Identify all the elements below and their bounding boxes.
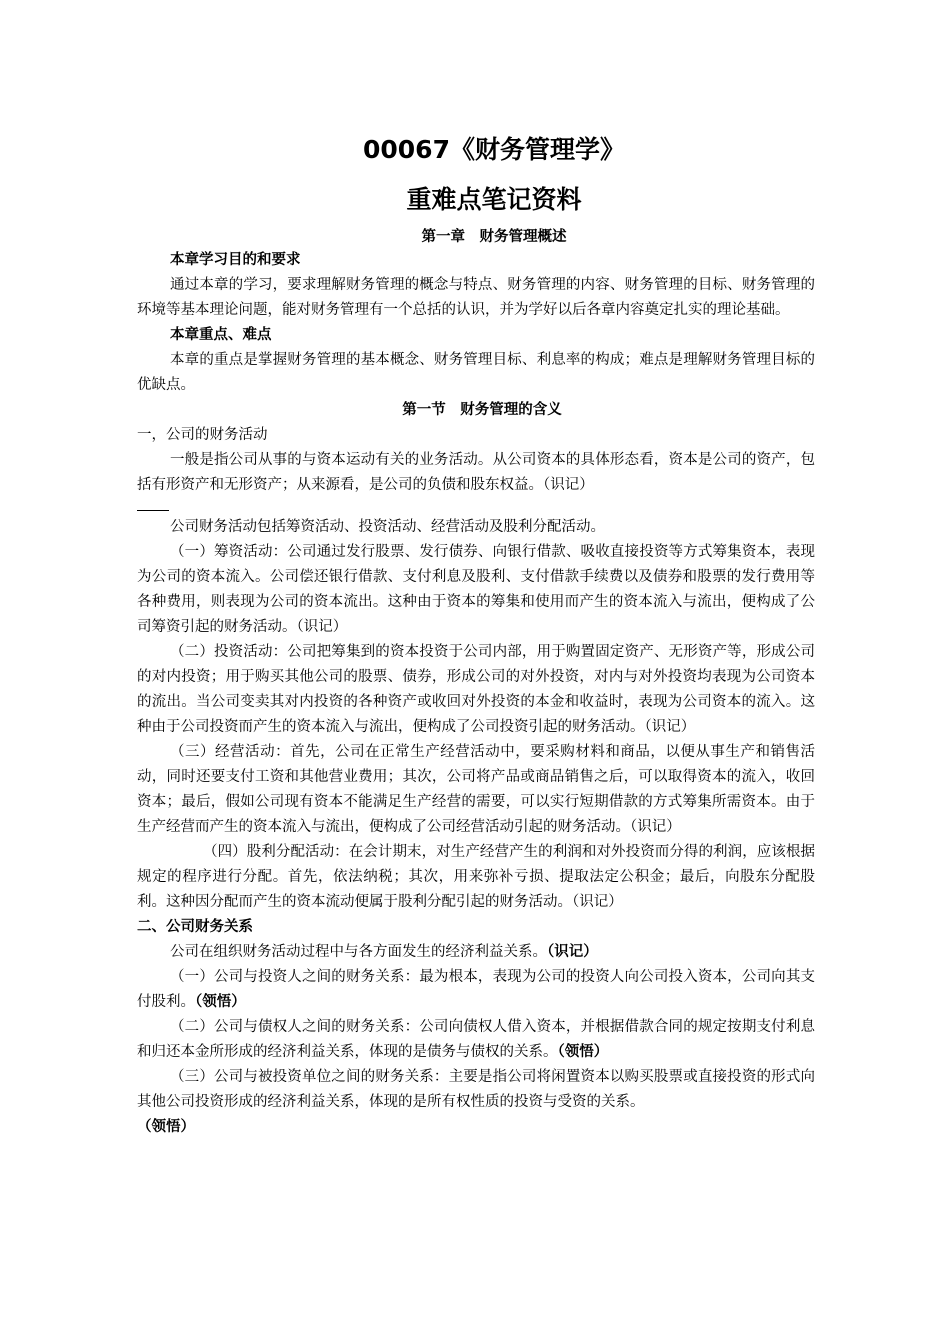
keypoints-heading: 本章重点、难点 [170,327,272,343]
activities-intro: 公司财务活动包括筹资活动、投资活动、经营活动及股利分配活动。 [170,519,605,535]
footnote-rule [137,510,169,511]
relation-investor [137,965,815,1015]
activity-dividend: （四）股利分配活动：在会计期末，对生产经营产生的利润和对外投资而分得的利润，应该根据规定的程序进行分配。首先，依法纳税；其次，用来弥补亏损、提取法定公积金；最后，向股东分配股利。这种因分配而产生的资本流动便属于股利分配引起的财务活动。（识记） [137,844,815,910]
relation-creditor-text: （二）公司与债权人之间的财务关系：公司向债权人借入资本，并根据借款合同的规定按期支付利息和归还本金所形成的经济利益关系，体现的是债务与债权的关系。 [137,1019,815,1060]
document-subtitle: 重难点笔记资料 [406,185,582,214]
relation-investee [137,1065,815,1140]
activity-financing: （一）筹资活动：公司通过发行股票、发行债券、向银行借款、吸收直接投资等方式筹集资本，表现为公司的资本流入。公司偿还银行借款、支付利息及股利、支付借款手续费以及债券和股票的发行费用等各种费用，则表现为公司的资本流出。这种由于资本的筹集和使用而产生的资本流入与流出，便构成了公司筹资引起的财务活动。（识记） [137,544,815,635]
document-page [137,130,815,1140]
goals-heading: 本章学习目的和要求 [170,252,301,268]
chapter-heading: 第一章 财务管理概述 [421,229,567,245]
section-heading: 第一节 财务管理的含义 [402,402,562,418]
relation-investor-tag: （领悟） [195,994,246,1010]
relation-creditor [137,1015,815,1065]
part1-paragraph: 一般是指公司从事的与资本运动有关的业务活动。从公司资本的具体形态看，资本是公司的资产，包括有形资产和无形资产；从来源看，是公司的负债和股东权益。（识记） [137,452,815,493]
keypoints-paragraph: 本章的重点是掌握财务管理的基本概念、财务管理目标、利息率的构成；难点是理解财务管理目标的优缺点。 [137,352,815,393]
activity-investing: （二）投资活动：公司把筹集到的资本投资于公司内部，用于购置固定资产、无形资产等，形成公司的对内投资；用于购买其他公司的股票、债券，形成公司的对外投资，对内与对外投资均表现为公司资本的流出。当公司变卖其对内投资的各种资产或收回对外投资的本金和收益时，表现为公司资本的流入。这种由于公司投资而产生的资本流入与流出，便构成了公司投资引起的财务活动。（识记） [137,644,815,735]
relations-intro-text: 公司在组织财务活动过程中与各方面发生的经济利益关系。 [170,944,547,960]
relation-investee-text: （三）公司与被投资单位之间的财务关系：主要是指公司将闲置资本以购买股票或直接投资的形式向其他公司投资形成的经济利益关系，体现的是所有权性质的投资与受资的关系。 [137,1069,815,1110]
activity-operating: （三）经营活动：首先，公司在正常生产经营活动中，要采购材料和商品，以便从事生产和销售活动，同时还要支付工资和其他营业费用；其次，公司将产品或商品销售之后，可以取得资本的流入，收回资本；最后，假如公司现有资本不能满足生产经营的需要，可以实行短期借款的方式筹集所需资本。由于生产经营而产生的资本流入与流出，便构成了公司经营活动引起的财务活动。（识记） [137,744,815,835]
relation-creditor-tag: （领悟） [557,1044,609,1060]
goals-paragraph: 通过本章的学习，要求理解财务管理的概念与特点、财务管理的内容、财务管理的目标、财务管理的环境等基本理论问题，能对财务管理有一个总括的认识，并为学好以后各章内容奠定扎实的理论基础。 [137,277,815,318]
relation-investee-tag: （领悟） [137,1119,195,1135]
part2-heading: 二、公司财务关系 [137,919,253,935]
document-title: 00067《财务管理学》 [363,135,625,164]
relations-intro-tag: （识记） [547,944,598,960]
part1-heading: 一，公司的财务活动 [137,427,268,443]
relation-investor-text: （一）公司与投资人之间的财务关系：最为根本，表现为公司的投资人向公司投入资本，公司向其支付股利。 [137,969,815,1010]
relations-intro [137,940,815,965]
